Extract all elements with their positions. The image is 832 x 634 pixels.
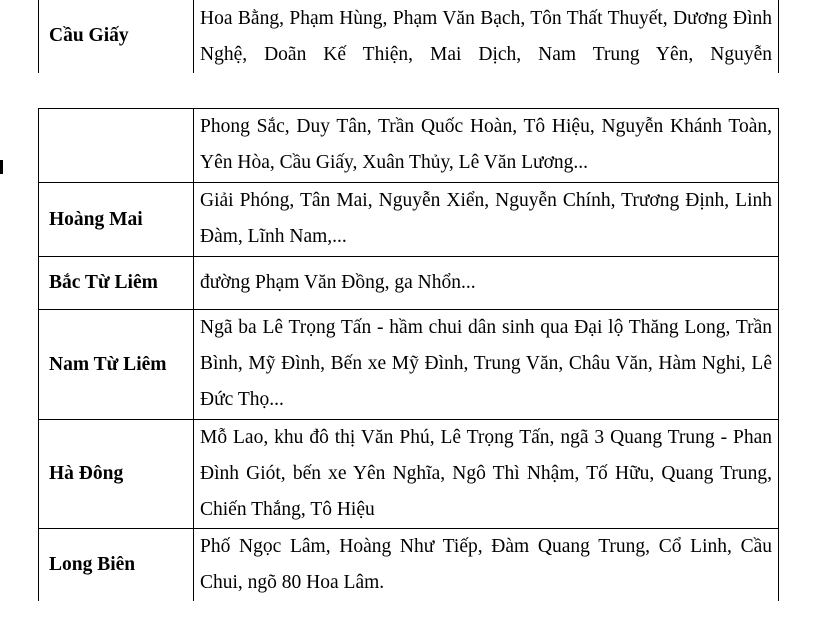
district-cell: Hoàng Mai: [39, 183, 194, 257]
district-cell: Hà Đông: [39, 420, 194, 529]
district-streets-table-continued: [38, 0, 779, 73]
district-cell: Cầu Giấy: [39, 0, 194, 73]
district-cell: Long Biên: [39, 529, 194, 602]
streets-cell: Mỗ Lao, khu đô thị Văn Phú, Lê Trọng Tấn, ngã 3 Quang Trung - Phan Đình Giót, bến xe Yên Nghĩa, Ngô Thì Nhậm, Tố Hữu, Quang Trung, Chiến Thắng, Tô Hiệu: [194, 420, 779, 529]
streets-cell: Ngã ba Lê Trọng Tấn - hầm chui dân sinh qua Đại lộ Thăng Long, Trần Bình, Mỹ Đình, Bến xe Mỹ Đình, Trung Văn, Châu Văn, Hàm Nghi, Lê Đức Thọ...: [194, 310, 779, 420]
streets-cell: Giải Phóng, Tân Mai, Nguyễn Xiển, Nguyễn Chính, Trương Định, Linh Đàm, Lĩnh Nam,...: [194, 183, 779, 257]
district-cell: Nam Từ Liêm: [39, 310, 194, 420]
district-cell: Bắc Từ Liêm: [39, 257, 194, 310]
streets-cell: đường Phạm Văn Đồng, ga Nhổn...: [194, 257, 779, 310]
table-row: [39, 109, 779, 183]
table-row: [39, 310, 779, 420]
table-row: [39, 0, 779, 73]
streets-cell: Hoa Bằng, Phạm Hùng, Phạm Văn Bạch, Tôn Thất Thuyết, Dương Đình Nghệ, Doãn Kế Thiện, Mai Dịch, Nam Trung Yên, Nguyễn: [194, 0, 779, 73]
table-row: [39, 257, 779, 310]
streets-cell: Phố Ngọc Lâm, Hoàng Như Tiếp, Đàm Quang Trung, Cổ Linh, Cầu Chui, ngõ 80 Hoa Lâm.: [194, 529, 779, 602]
district-streets-table: [38, 108, 779, 601]
page-margin-marker: [0, 160, 3, 174]
table-row: [39, 183, 779, 257]
district-cell: [39, 109, 194, 183]
table-row: [39, 420, 779, 529]
table-row: [39, 529, 779, 602]
streets-cell: Phong Sắc, Duy Tân, Trần Quốc Hoàn, Tô Hiệu, Nguyễn Khánh Toàn, Yên Hòa, Cầu Giấy, Xuân Thủy, Lê Văn Lương...: [194, 109, 779, 183]
